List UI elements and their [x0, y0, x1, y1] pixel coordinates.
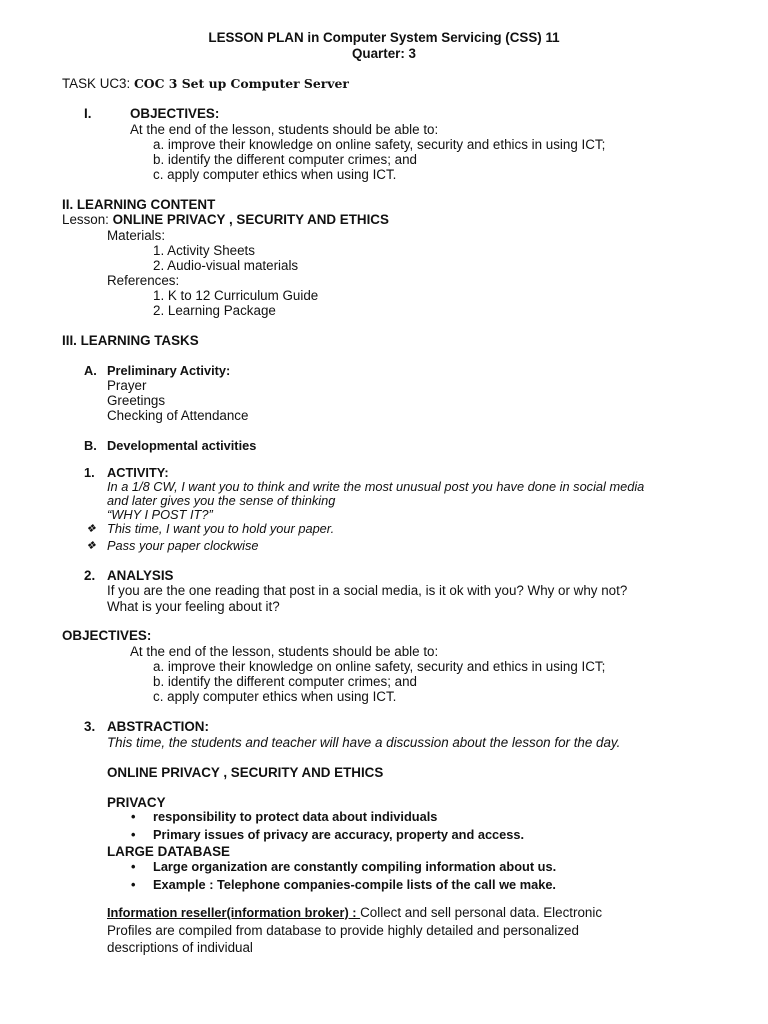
abstraction-number: 3.	[84, 719, 96, 734]
privacy-item: • responsibility to protect data about individuals	[153, 810, 437, 824]
database-item: • Large organization are constantly compiling information about us.	[153, 860, 556, 874]
dev-letter: B.	[84, 438, 97, 453]
prelim-letter: A.	[84, 363, 97, 378]
database-item: • Example : Telephone companies-compile lists of the call we make.	[153, 878, 556, 892]
prelim-heading: Preliminary Activity:	[107, 363, 231, 378]
objective-item: a. improve their knowledge on online safety, security and ethics in using ICT;	[153, 659, 606, 674]
activity-number: 1.	[84, 465, 95, 480]
diamond-bullet-icon: ❖	[86, 540, 96, 552]
objectives-intro: At the end of the lesson, students should be able to:	[130, 122, 439, 137]
objective-item: b. identify the different computer crimes; and	[153, 152, 417, 167]
activity-bullet-text: This time, I want you to hold your paper.	[107, 521, 335, 536]
activity-bullet	[86, 539, 259, 553]
prelim-item: Greetings	[107, 393, 166, 408]
database-heading: LARGE DATABASE	[107, 844, 230, 859]
privacy-heading: PRIVACY	[107, 795, 166, 810]
activity-line: and later gives you the sense of thinking	[107, 493, 336, 508]
document-title: LESSON PLAN in Computer System Servicing (CSS) 11	[208, 30, 560, 45]
objectives-intro-repeat: At the end of the lesson, students should be able to:	[130, 644, 439, 659]
reseller-line	[107, 905, 602, 920]
task-name: COC 3 Set up Computer Server	[133, 76, 349, 91]
learning-tasks-heading: III. LEARNING TASKS	[62, 333, 199, 348]
activity-line: “WHY I POST IT?”	[107, 507, 213, 522]
activity-line: In a 1/8 CW, I want you to think and write the most unusual post you have done in social media	[107, 479, 645, 494]
objectives-heading: OBJECTIVES:	[130, 106, 220, 121]
analysis-line: What is your feeling about it?	[107, 599, 280, 614]
activity-bullet	[86, 522, 334, 536]
prelim-item: Prayer	[107, 378, 147, 393]
objectives-heading-repeat: OBJECTIVES:	[62, 628, 152, 643]
analysis-number: 2.	[84, 568, 96, 583]
references-label: References:	[107, 273, 180, 288]
materials-item: 2. Audio-visual materials	[153, 258, 299, 273]
activity-heading: ACTIVITY:	[107, 465, 169, 480]
objective-item: c. apply computer ethics when using ICT.	[153, 167, 397, 182]
learning-content-heading: II. LEARNING CONTENT	[62, 197, 216, 212]
objective-item: c. apply computer ethics when using ICT.	[153, 689, 397, 704]
references-item: 1. K to 12 Curriculum Guide	[153, 288, 319, 303]
reseller-line-2: Profiles are compiled from database to provide highly detailed and personalized	[107, 923, 579, 938]
lesson-line	[62, 212, 389, 227]
section-numeral-i: I.	[84, 106, 92, 121]
reseller-line-3: descriptions of individual	[107, 940, 253, 955]
dev-heading: Developmental activities	[107, 438, 257, 453]
reseller-text: Collect and sell personal data. Electronic	[360, 905, 603, 920]
materials-item: 1. Activity Sheets	[153, 243, 255, 258]
materials-label: Materials:	[107, 228, 166, 243]
prelim-item: Checking of Attendance	[107, 408, 249, 423]
privacy-item: • Primary issues of privacy are accuracy, property and access.	[153, 828, 524, 842]
quarter-label: Quarter: 3	[352, 46, 416, 61]
activity-bullet-text: Pass your paper clockwise	[107, 538, 259, 553]
lesson-title: ONLINE PRIVACY , SECURITY AND ETHICS	[112, 212, 389, 227]
reseller-term: Information reseller(information broker) :	[107, 905, 361, 920]
abstraction-topic: ONLINE PRIVACY , SECURITY AND ETHICS	[107, 765, 384, 780]
analysis-line: If you are the one reading that post in a social media, is it ok with you? Why or why not?	[107, 583, 628, 598]
abstraction-line: This time, the students and teacher will have a discussion about the lesson for the day.	[107, 735, 621, 750]
objective-item: b. identify the different computer crimes; and	[153, 674, 417, 689]
lesson-label: Lesson:	[62, 212, 113, 227]
diamond-bullet-icon: ❖	[86, 523, 96, 535]
objective-item: a. improve their knowledge on online safety, security and ethics in using ICT;	[153, 137, 606, 152]
task-line	[62, 76, 349, 91]
task-prefix: TASK UC3:	[62, 76, 134, 91]
analysis-heading: ANALYSIS	[107, 568, 174, 583]
abstraction-heading: ABSTRACTION:	[107, 719, 209, 734]
references-item: 2. Learning Package	[153, 303, 276, 318]
